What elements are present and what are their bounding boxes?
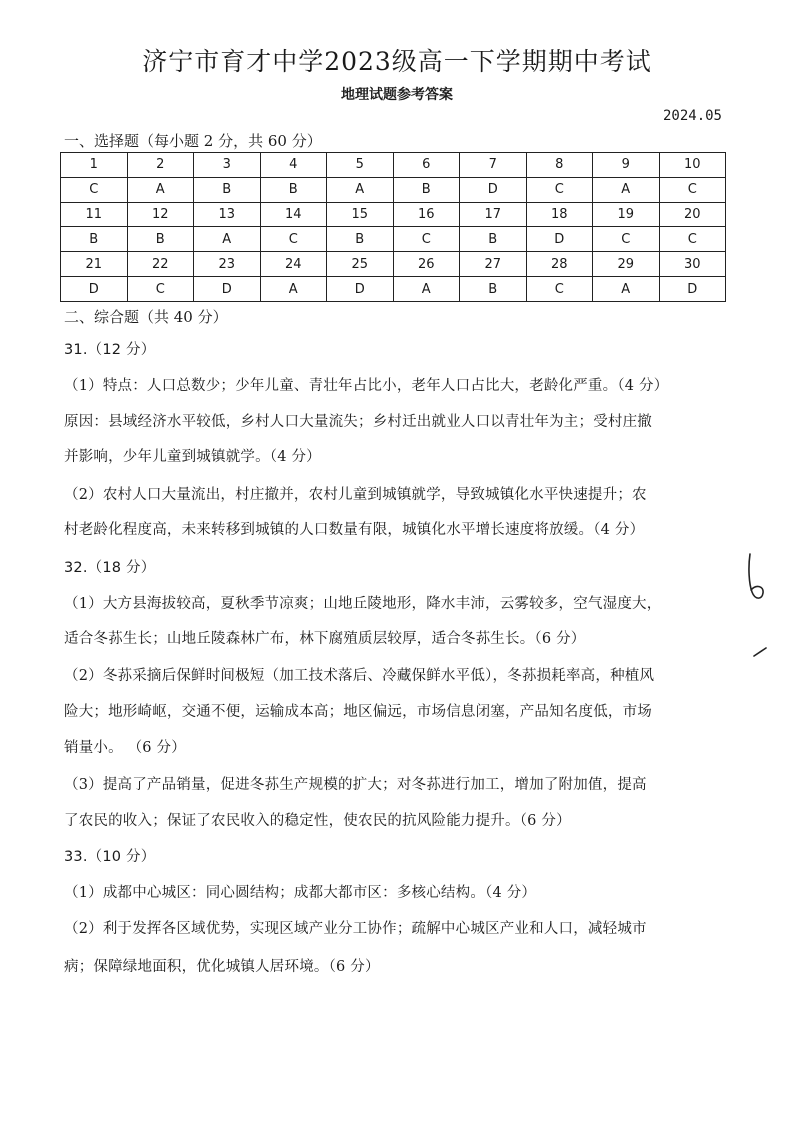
question-number-cell: 1 xyxy=(61,153,128,178)
question-number-cell: 15 xyxy=(327,202,394,227)
question-number-cell: 27 xyxy=(460,252,527,277)
question-number-cell: 24 xyxy=(260,252,327,277)
q31-line: （1）特点：人口总数少；少年儿童、青壮年占比小，老年人口占比大，老龄化严重。（4 分） xyxy=(64,378,669,394)
section-comprehensive-heading: 二、综合题（共 40 分） xyxy=(64,308,228,326)
answer-cell: D xyxy=(460,177,527,202)
question-number-cell: 9 xyxy=(593,153,660,178)
question-number-cell: 20 xyxy=(659,202,726,227)
question-number-row xyxy=(61,252,726,277)
answer-cell: B xyxy=(460,277,527,302)
question-number-cell: 22 xyxy=(127,252,194,277)
answer-cell: B xyxy=(127,227,194,252)
question-number-cell: 16 xyxy=(393,202,460,227)
answer-cell: A xyxy=(327,177,394,202)
answer-cell: C xyxy=(593,227,660,252)
answer-key-table xyxy=(60,152,726,302)
answer-row xyxy=(61,177,726,202)
question-number-cell: 30 xyxy=(659,252,726,277)
question-number-cell: 29 xyxy=(593,252,660,277)
answer-cell: C xyxy=(127,277,194,302)
q31-line: 并影响，少年儿童到城镇就学。（4 分） xyxy=(64,449,321,465)
question-number-cell: 4 xyxy=(260,153,327,178)
answer-cell: B xyxy=(61,227,128,252)
document-subtitle: 地理试题参考答案 xyxy=(341,87,453,103)
question-32-header: 32.（18 分） xyxy=(64,560,156,576)
answer-cell: A xyxy=(593,277,660,302)
question-number-cell: 6 xyxy=(393,153,460,178)
q33-line: 病；保障绿地面积，优化城镇人居环境。（6 分） xyxy=(64,959,380,975)
q32-line: 了农民的收入；保证了农民收入的稳定性，使农民的抗风险能力提升。（6 分） xyxy=(64,813,571,829)
question-number-cell: 28 xyxy=(526,252,593,277)
q33-line: （1）成都中心城区：同心圆结构；成都大都市区：多核心结构。（4 分） xyxy=(64,885,537,901)
answer-cell: C xyxy=(393,227,460,252)
answer-cell: B xyxy=(460,227,527,252)
answer-cell: A xyxy=(194,227,261,252)
q31-line: 村老龄化程度高，未来转移到城镇的人口数量有限，城镇化水平增长速度将放缓。（4 分） xyxy=(64,522,645,538)
q32-line: 险大；地形崎岖，交通不便，运输成本高；地区偏远，市场信息闭塞，产品知名度低，市场 xyxy=(64,704,652,720)
answer-cell: D xyxy=(327,277,394,302)
question-number-row xyxy=(61,153,726,178)
q32-line: （1）大方县海拔较高，夏秋季节凉爽；山地丘陵地形，降水丰沛，云雾较多，空气湿度大， xyxy=(64,596,662,612)
answer-cell: A xyxy=(593,177,660,202)
q32-line: 适合冬荪生长；山地丘陵森林广布，林下腐殖质层较厚，适合冬荪生长。（6 分） xyxy=(64,631,586,647)
answer-cell: D xyxy=(61,277,128,302)
answer-cell: D xyxy=(659,277,726,302)
answer-cell: C xyxy=(659,177,726,202)
handwritten-score-mark xyxy=(736,548,776,668)
q32-line: （2）冬荪采摘后保鲜时间极短（加工技术落后、冷藏保鲜水平低），冬荪损耗率高，种植风 xyxy=(64,668,655,684)
question-number-cell: 21 xyxy=(61,252,128,277)
answer-cell: C xyxy=(61,177,128,202)
document-title: 济宁市育才中学2023级高一下学期期中考试 xyxy=(142,47,652,76)
section-multiple-choice-heading: 一、选择题（每小题 2 分，共 60 分） xyxy=(64,132,322,150)
answer-cell: A xyxy=(393,277,460,302)
q33-line: （2）利于发挥各区域优势，实现区域产业分工协作；疏解中心城区产业和人口，减轻城市 xyxy=(64,921,647,937)
question-number-cell: 23 xyxy=(194,252,261,277)
answer-cell: B xyxy=(327,227,394,252)
question-number-row xyxy=(61,202,726,227)
q32-line: 销量小。 （6 分） xyxy=(64,740,186,756)
answer-cell: D xyxy=(526,227,593,252)
question-number-cell: 19 xyxy=(593,202,660,227)
question-number-cell: 3 xyxy=(194,153,261,178)
answer-cell: A xyxy=(127,177,194,202)
answer-row xyxy=(61,277,726,302)
exam-date: 2024.05 xyxy=(662,108,722,124)
q31-line: （2）农村人口大量流出，村庄撤并，农村儿童到城镇就学，导致城镇化水平快速提升；农 xyxy=(64,487,647,503)
answer-cell: C xyxy=(526,177,593,202)
answer-cell: C xyxy=(260,227,327,252)
question-number-cell: 14 xyxy=(260,202,327,227)
question-number-cell: 5 xyxy=(327,153,394,178)
question-number-cell: 17 xyxy=(460,202,527,227)
answer-cell: B xyxy=(260,177,327,202)
answer-cell: B xyxy=(393,177,460,202)
answer-cell: C xyxy=(659,227,726,252)
question-number-cell: 26 xyxy=(393,252,460,277)
answer-cell: B xyxy=(194,177,261,202)
question-31-header: 31.（12 分） xyxy=(64,342,156,358)
question-number-cell: 8 xyxy=(526,153,593,178)
q31-line: 原因：县域经济水平较低，乡村人口大量流失；乡村迁出就业人口以青壮年为主；受村庄撤 xyxy=(64,414,652,430)
question-number-cell: 10 xyxy=(659,153,726,178)
question-number-cell: 2 xyxy=(127,153,194,178)
question-number-cell: 13 xyxy=(194,202,261,227)
answer-cell: C xyxy=(526,277,593,302)
answer-row xyxy=(61,227,726,252)
answer-cell: D xyxy=(194,277,261,302)
question-33-header: 33.（10 分） xyxy=(64,849,156,865)
answer-cell: A xyxy=(260,277,327,302)
q32-line: （3）提高了产品销量，促进冬荪生产规模的扩大；对冬荪进行加工，增加了附加值，提高 xyxy=(64,777,647,793)
question-number-cell: 12 xyxy=(127,202,194,227)
question-number-cell: 18 xyxy=(526,202,593,227)
question-number-cell: 11 xyxy=(61,202,128,227)
question-number-cell: 25 xyxy=(327,252,394,277)
question-number-cell: 7 xyxy=(460,153,527,178)
